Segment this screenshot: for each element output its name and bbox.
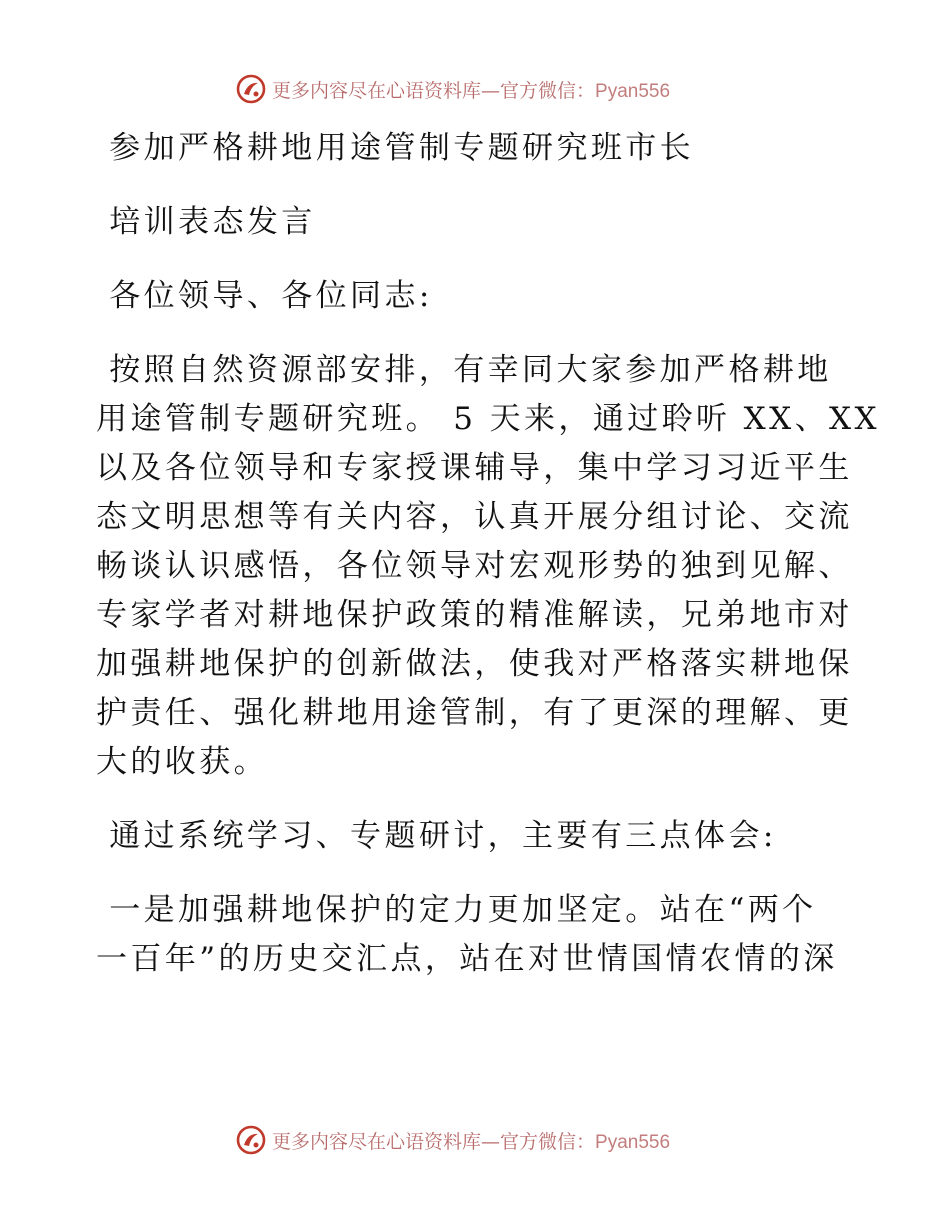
paragraph-line: 按照自然资源部安排，有幸同大家参加严格耕地 [96, 352, 832, 388]
watermark-text: 更多内容尽在心语资料库—官方微信：Pyan556 [272, 1130, 671, 1153]
paragraph-line: 大的收获。 [96, 744, 268, 780]
paragraph-line: 加强耕地保护的创新做法，使我对严格落实耕地保 [96, 646, 853, 682]
red-seal-logo-icon [236, 74, 266, 104]
paragraph-line: 用途管制专题研究班。 5 天来，通过聆听 XX、XX [96, 401, 880, 437]
paragraph-line: 一是加强耕地保护的定力更加坚定。站在“两个 [96, 892, 817, 928]
paragraph-line: 态文明思想等有关内容，认真开展分组讨论、交流 [96, 499, 853, 535]
header-watermark [236, 72, 670, 106]
paragraph-line: 以及各位领导和专家授课辅导，集中学习习近平生 [96, 450, 853, 486]
document-body [96, 124, 880, 984]
paragraph-line: 一百年”的历史交汇点，站在对世情国情农情的深 [96, 941, 838, 977]
paragraph-1 [96, 346, 880, 787]
paragraph-3 [96, 886, 856, 984]
document-title-line-2: 培训表态发言 [96, 204, 316, 240]
paragraph-2: 通过系统学习、专题研讨，主要有三点体会: [96, 818, 777, 854]
salutation: 各位领导、各位同志: [96, 278, 433, 314]
paragraph-line: 护责任、强化耕地用途管制，有了更深的理解、更 [96, 695, 853, 731]
red-seal-logo-icon [236, 1125, 266, 1155]
paragraph-line: 专家学者对耕地保护政策的精准解读，兄弟地市对 [96, 597, 853, 633]
watermark-text: 更多内容尽在心语资料库—官方微信：Pyan556 [272, 79, 671, 102]
document-title-line-1: 参加严格耕地用途管制专题研究班市长 [96, 130, 695, 166]
footer-watermark [236, 1123, 670, 1157]
paragraph-line: 畅谈认识感悟，各位领导对宏观形势的独到见解、 [96, 548, 853, 584]
